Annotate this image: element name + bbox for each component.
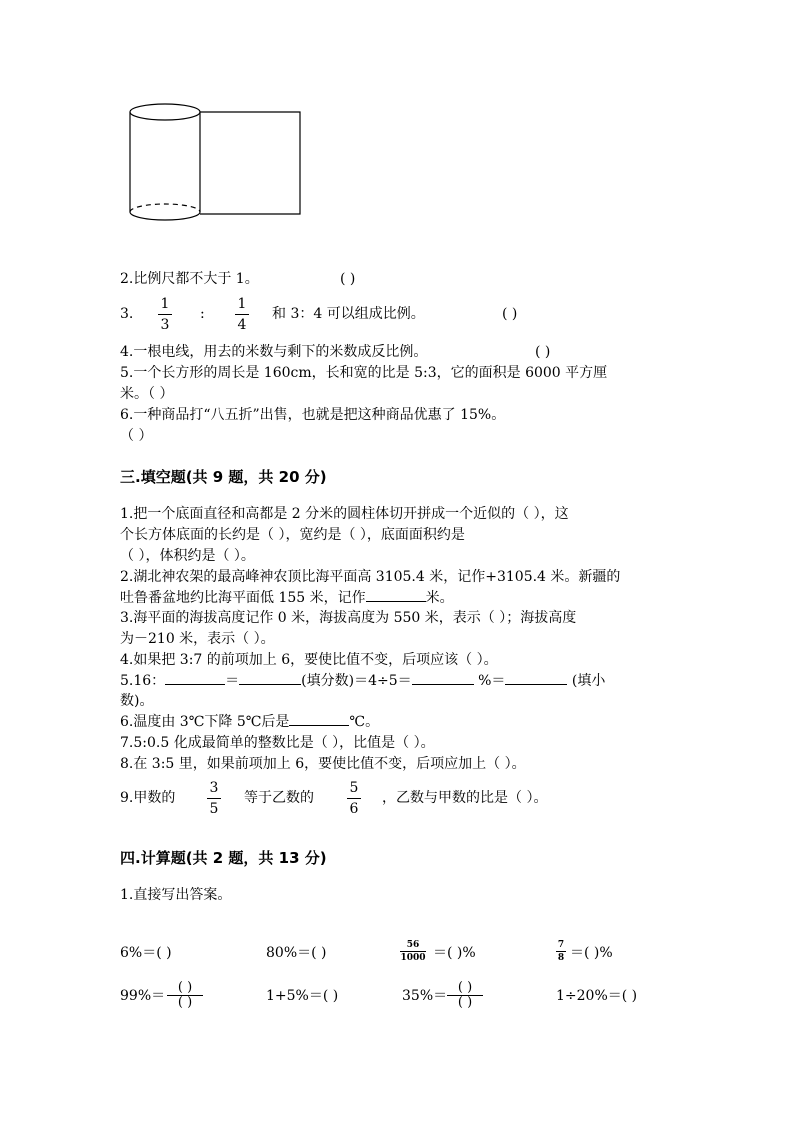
judge-q6-line2: （ ） — [120, 428, 153, 444]
judge-q3-text: 和 3：4 可以组成比例。 — [272, 306, 425, 322]
fill-q9-part3: ，乙数与甲数的比是（ ）。 — [382, 790, 548, 806]
fill-q3-line1: 3.海平面的海拔高度记作 0 米，海拔高度为 550 米，表示（ ）；海拔高度 — [120, 610, 577, 626]
calc-r2c1: 99%＝ — [120, 988, 166, 1004]
judge-q4-paren: ( ) — [535, 344, 551, 360]
judge-q5-line2: 米。（ ） — [120, 386, 174, 402]
cylinder-bottom-back — [130, 204, 200, 212]
fill-q5-line1: 5.16： ＝ (填分数)＝4÷5＝ %＝ (填小 — [120, 673, 606, 689]
fill-q1-line1: 1.把一个底面直径和高都是 2 分米的圆柱体切开拼成一个近似的（ ），这 — [120, 506, 569, 522]
fill-section-heading: 三.填空题(共 9 题，共 20 分) — [120, 468, 327, 486]
fill-q2-line2: 吐鲁番盆地约比海平面低 155 米，记作 米。 — [120, 590, 454, 606]
judge-q3-paren: ( ) — [502, 306, 518, 322]
judge-q3-number: 3. — [120, 306, 134, 322]
fill-q1-line2: 个长方体底面的长约是（ ），宽约是（ ），底面面积约是 — [120, 527, 465, 543]
judge-q3-colon: : — [200, 306, 205, 322]
calc-r2c2: 1+5%＝( ) — [266, 988, 339, 1004]
blank-line[interactable] — [366, 601, 426, 602]
fill-q7: 7.5:0.5 化成最简单的整数比是（ ），比值是（ ）。 — [120, 735, 435, 751]
fill-q8: 8.在 3:5 里，如果前项加上 6，要使比值不变，后项应加上（ ）。 — [120, 756, 526, 772]
fraction-7-over-8: 7 8 — [557, 940, 565, 963]
blank-line[interactable] — [165, 684, 225, 685]
fill-q6: 6.温度由 3℃下降 5℃后是 ℃。 — [120, 714, 380, 730]
judge-q5-line1: 5.一个长方形的周长是 160cm，长和宽的比是 5:3，它的面积是 6000 平方厘 — [120, 365, 608, 381]
calc-r2c4: 1÷20%＝( ) — [556, 988, 638, 1004]
fill-q4: 4.如果把 3:7 的前项加上 6，要使比值不变，后项应该（ ）。 — [120, 652, 498, 668]
calc-r1c2: 80%＝( ) — [266, 945, 327, 961]
judge-q6-line1: 6.一种商品打“八五折”出售，也就是把这种商品优惠了 15%。 — [120, 407, 506, 423]
calc-r1c3: ＝( )% — [433, 945, 476, 961]
unrolled-rectangle — [200, 112, 300, 214]
paren-fraction-blank[interactable]: ( ) ( ) — [167, 981, 203, 1010]
judge-q4: 4.一根电线，用去的米数与剩下的米数成反比例。 — [120, 344, 428, 360]
fraction-three-fifths: 3 5 — [207, 780, 221, 817]
fraction-one-fourth: 1 4 — [235, 296, 249, 333]
calc-section-heading: 四.计算题(共 2 题，共 13 分) — [120, 849, 327, 867]
fraction-one-third: 1 3 — [158, 296, 172, 333]
fill-q9-part1: 9.甲数的 — [120, 790, 176, 806]
fill-q1-line3: （ ），体积约是（ ）。 — [120, 548, 255, 564]
calc-r2c3: 35%＝ — [402, 988, 448, 1004]
judge-q2-paren: ( ) — [340, 271, 356, 287]
cylinder-bottom-front — [130, 212, 200, 220]
blank-line[interactable] — [239, 684, 301, 685]
fraction-56-over-1000: 56 1000 — [400, 940, 426, 963]
calc-q1: 1.直接写出答案。 — [120, 887, 232, 903]
fraction-five-sixths: 5 6 — [347, 780, 361, 817]
fill-q3-line2: 为－210 米，表示（ ）。 — [120, 631, 275, 647]
blank-line[interactable] — [412, 684, 474, 685]
fill-q2-line1: 2.湖北神农架的最高峰神农顶比海平面高 3105.4 米，记作+3105.4 米。新疆的 — [120, 569, 621, 585]
fill-q9-part2: 等于乙数的 — [244, 790, 314, 806]
paren-fraction-blank[interactable]: ( ) ( ) — [447, 981, 483, 1010]
cylinder-unroll-diagram — [0, 0, 794, 240]
blank-line[interactable] — [289, 725, 349, 726]
fill-q5-line2: 数)。 — [120, 693, 154, 709]
judge-q2: 2.比例尺都不大于 1。 — [120, 271, 259, 287]
calc-r1c4: ＝( )% — [570, 945, 613, 961]
blank-line[interactable] — [505, 684, 567, 685]
calc-r1c1: 6%＝( ) — [120, 945, 172, 961]
cylinder-top-ellipse — [130, 104, 200, 120]
